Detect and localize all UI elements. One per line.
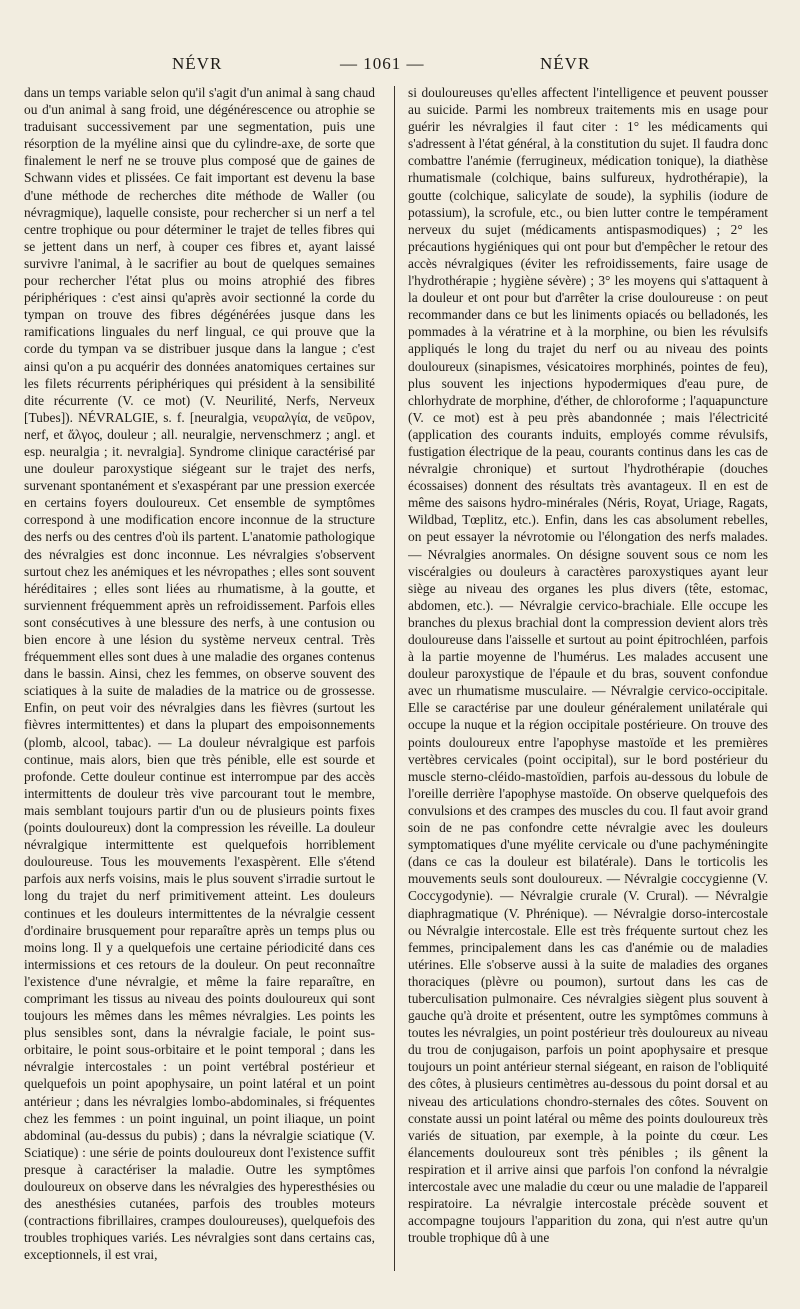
text-columns: [24, 84, 772, 1289]
right-column: [408, 84, 768, 1289]
left-column-text: dans un temps variable selon qu'il s'agit d'un animal à sang chaud ou d'un animal à sang froid, une dégénérescence ou atrophie se traduisant successivement par une segmentation, puis une résorption de la myéline ainsi que du cylindre-axe, de sorte que finalement le nerf ne se trouve plus composé que de gaines de Schwann vides et plissées. Ce fait important est devenu la base d'une méthode de recherches dite méthode de Waller (ou névragmique), laquelle consiste, pour rechercher si un nerf a tel centre trophique ou pour déterminer le trajet de telles fibres qui se jettent dans un nerf, à couper ces fibres et, ayant laissé survivre l'animal, à le sacrifier au bout de quelques semaines pour rechercher l'état plus ou moins atrophié des fibres périphériques : c'est ainsi qu'après avoir sectionné la corde du tympan on trouve des fibres dégénérées jusque dans les ramifications linguales du nerf lingual, ce qui prouve que la corde du tympan va se distribuer jusque dans la langue ; c'est ainsi qu'on a pu acquérir des données anatomiques certaines sur les filets récurrents périphériques qui président à la sensibilité dite récurrente (V. ce mot) (V. Neurilité, Nerfs, Nerveux [Tubes]). NÉVRALGIE, s. f. [neuralgia, νευραλγία, de νεῦρον, nerf, et ἄλγος, douleur ; all. neuralgie, nervenschmerz ; angl. et esp. neuralgia ; it. nevralgia]. Syndrome clinique caractérisé par une douleur paroxystique siégeant sur le trajet des nerfs, survenant spontanément et s'exaspérant par une pression exercée en certains foyers douloureux. Cet ensemble de symptômes correspond à une modification encore inconnue de la structure des nerfs ou des centres d'où ils partent. L'anatomie pathologique des névralgies est donc inconnue. Les névralgies s'observent surtout chez les anémiques et les névropathes ; elles sont souvent héréditaires ; elles sont liées au rhumatisme, à la goutte, et surviennent fréquemment après un refroidissement. Parfois elles sont consécutives à une blessure des nerfs, à une contusion ou bien encore à une lésion du système nerveux central. Très fréquemment elles sont dues à une maladie des organes contenus dans le bassin. Ainsi, chez les femmes, on observe souvent des sciatiques à la suite de maladies de la matrice ou de grossesse. Enfin, on peut voir des névralgies dans les fièvres (surtout les fièvres intermittentes) et dans la plupart des empoisonnements (plomb, alcool, tabac). — La douleur névralgique est parfois continue, mais alors, bien que très pénible, elle est sourde et profonde. Cette douleur continue est interrompue par des accès intermittents de douleur très vive parcourant tout le membre, mais semblant toujours partir d'un ou de plusieurs points fixes (points douloureux) dont la compression les réveille. La douleur névralgique intermittente est quelquefois horriblement douloureuse. Tous les mouvements l'exaspèrent. Elle s'étend parfois aux nerfs voisins, mais le plus souvent s'irradie surtout le long du trajet du nerf primitivement atteint. Les douleurs continues et les douleurs intermittentes de la névralgie cessent d'ordinaire brusquement pour reparaître après un temps plus ou moins long. Il y a quelquefois une certaine périodicité dans ces intermissions et ces retours de la douleur. On peut reconnaître l'existence d'une névralgie, et même la faire reparaître, en comprimant les tissus au niveau des points douloureux qui sont toujours les mêmes dans les mêmes névralgies. Les points les plus sensibles sont, dans la névralgie faciale, le point sus-orbitaire, le point sous-orbitaire et le point temporal ; dans les névralgie intercostales : un point vertébral postérieur et quelquefois un point apophysaire, un point latéral et un point antérieur ; dans les névralgies lombo-abdominales, si fréquentes chez les femmes : un point inguinal, un point iliaque, un point abdominal (au-dessus du pubis) ; dans la névralgie sciatique (V. Sciatique) : une série de points douloureux dont l'existence suffit presque à caractériser la maladie. Outre les symptômes douloureux on observe dans les névralgies des hyperesthésies ou des anesthésies cutanées, parfois des troubles moteurs (contractions fibrillaires, crampes douloureuses), quelquefois des troubles trophiques variés. Les névralgies sont dans certains cas, exceptionnels, il est vrai,: [24, 85, 375, 1263]
left-column: [24, 84, 375, 1289]
right-column-text: si douloureuses qu'elles affectent l'intelligence et peuvent pousser au suicide. Parmi les nombreux traitements mis en usage pour guérir les névralgies il faut citer : 1° les médicaments qui s'adressent à l'état général, à la constitution du sujet. Il faudra donc combattre l'anémie (ferrugineux, médication tonique), la diathèse rhumatismale (colchique, bains sulfureux, hydrothérapie), la goutte (colchique, salicylate de soude), la syphilis (iodure de potassium), la scrofule, etc., ou bien lutter contre le tempérament nerveux du sujet (médicaments antispasmodiques) ; 2° les précautions hygiéniques qui ont pour but d'empêcher le retour des accès névralgiques (éviter les refroidissements, faire usage de l'hydrothérapie ; hygiène sévère) ; 3° les moyens qui s'attaquent à la douleur et ont pour but d'arrêter la crise douloureuse : on peut recommander dans ce but les liniments opiacés ou belladonés, les pommades à la vératrine et à la morphine, ou bien les révulsifs appliqués le long du trajet du nerf ou au niveau des points douloureux (sinapismes, vésicatoires morphinés, pointes de feu), plus souvent les injections hypodermiques d'eau pure, de chlorhydrate de morphine, d'éther, de chloroforme ; l'aquapuncture (V. ce mot) est à peu près abandonnée ; mais l'électricité (application des courants induits, employés comme révulsifs, fustigation électrique de la peau, courants continus dans les cas de névralgie chronique) et surtout l'hydrothérapie (douches écossaises) donnent des résultats très avantageux. Il en est de même des saisons hydro-minérales (Néris, Royat, Uriage, Ragats, Wildbad, Tœplitz, etc.). Enfin, dans les cas absolument rebelles, on peut essayer la névrotomie ou l'élongation des nerfs malades. — Névralgies anormales. On désigne souvent sous ce nom les viscéralgies ou douleurs à caractères paroxystiques ayant leur siège au niveau des organes les plus divers (tête, estomac, abdomen, etc.). — Névralgie cervico-brachiale. Elle occupe les branches du plexus brachial dont la compression devient alors très douloureuse dans l'aisselle et surtout au point épitrochléen, parfois à la partie moyenne de l'humérus. Les malades accusent une douleur paroxystique de l'épaule et du bras, souvent confondue avec un rhumatisme musculaire. — Névralgie cervico-occipitale. Elle se caractérise par une douleur généralement unilatérale qui occupe la nuque et la région occipitale postérieure. On trouve des points douloureux entre l'apophyse mastoïde et les premières vertèbres cervicales (point occipital), sur le bord postérieur du muscle sterno-cléido-mastoïdien, parfois au-dessous du lobule de l'oreille derrière l'apophyse mastoïde. On observe quelquefois des convulsions et des crampes des muscles du cou. Il faut avoir grand soin de ne pas confondre cette névralgie avec les douleurs symptomatiques d'une myélite cervicale ou d'une pachyméningite (dans ce cas la douleur est bilatérale). Dans le torticolis les mouvements seuls sont douloureux. — Névralgie coccygienne (V. Coccygodynie). — Névralgie crurale (V. Crural). — Névralgie diaphragmatique (V. Phrénique). — Névralgie dorso-intercostale ou Névralgie intercostale. Elle est très fréquente surtout chez les femmes, principalement dans les cas d'anémie ou de maladies utérines. Elle s'observe aussi à la suite de maladies des organes thoraciques (plèvre ou poumon), surtout dans les cas de tuberculisation pulmonaire. Ces névralgies siègent plus souvent à gauche qu'à droite et présentent, outre les symptômes communs à toutes les névralgies, un point postérieur très douloureux au niveau du trou de conjugaison, parfois un point apophysaire et presque toujours un point antérieur sternal siégeant, en raison de l'obliquité des côtes, à plusieurs centimètres au-dessous du point dorsal et au niveau des articulations chondro-sternales des côtes. Souvent on constate aussi un point latéral ou même des points douloureux très variés de situation, par exemple, à la pointe du cœur. Les élancements douloureux sont très pénibles ; ils gênent la respiration et il arrive ainsi que parfois l'on confond la névralgie intercostale avec une maladie du cœur ou une maladie de l'appareil respiratoire. La névralgie intercostale précède souvent et accompagne toujours l'apparition du zona, qui n'est autre qu'un trouble trophique dû à une: [408, 85, 768, 1246]
page-number: — 1061 —: [340, 54, 425, 73]
header-right-word: NÉVR: [540, 54, 591, 73]
page-header: [0, 54, 800, 82]
header-left-word: NÉVR: [172, 54, 223, 73]
